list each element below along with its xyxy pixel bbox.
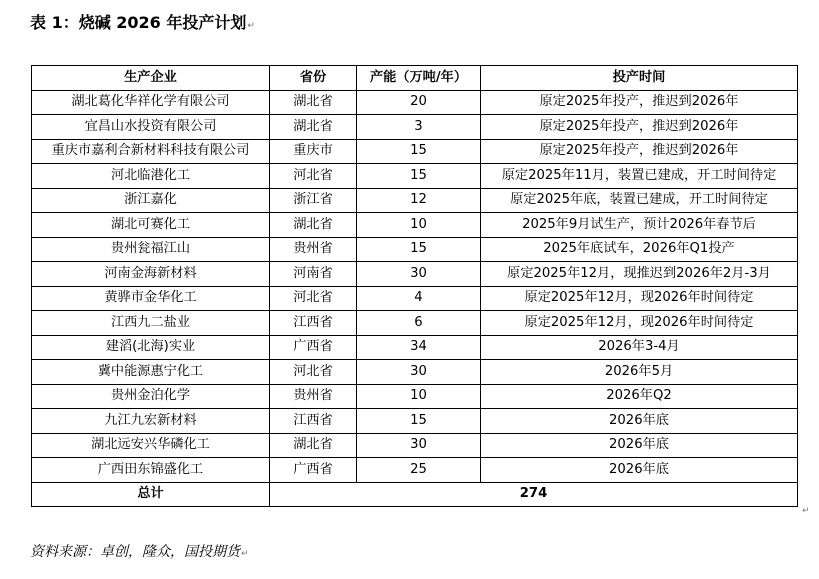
- table-row: [32, 335, 798, 360]
- province-cell: 湖北省: [270, 115, 357, 140]
- table-row: [32, 433, 798, 458]
- province-cell: 江西省: [270, 311, 357, 336]
- start-time-cell: 2026年底: [481, 458, 798, 483]
- province-cell: 湖北省: [270, 90, 357, 115]
- table-row: [32, 409, 798, 434]
- table-body: [32, 90, 798, 482]
- start-time-cell: 2026年5月: [481, 360, 798, 385]
- table-row: [32, 286, 798, 311]
- start-time-cell: 原定2025年12月，现推迟到2026年2月-3月: [481, 262, 798, 287]
- company-cell: 湖北葛化华祥化学有限公司: [32, 90, 270, 115]
- total-value: 274: [270, 482, 798, 507]
- source-text: 资料来源：卓创，隆众，国投期货: [30, 544, 240, 560]
- start-time-cell: 原定2025年投产，推迟到2026年: [481, 90, 798, 115]
- capacity-cell: 10: [357, 384, 481, 409]
- province-cell: 江西省: [270, 409, 357, 434]
- capacity-cell: 30: [357, 433, 481, 458]
- table-end-mark-icon: ↵: [802, 506, 810, 516]
- table-row: [32, 360, 798, 385]
- company-cell: 广西田东锦盛化工: [32, 458, 270, 483]
- company-cell: 湖北远安兴华磷化工: [32, 433, 270, 458]
- start-time-cell: 原定2025年11月，装置已建成，开工时间待定: [481, 164, 798, 189]
- total-row: [32, 482, 798, 507]
- capacity-cell: 15: [357, 237, 481, 262]
- start-time-cell: 2026年底: [481, 409, 798, 434]
- start-time-cell: 原定2025年12月，现2026年时间待定: [481, 286, 798, 311]
- capacity-cell: 12: [357, 188, 481, 213]
- table-row: [32, 311, 798, 336]
- capacity-cell: 4: [357, 286, 481, 311]
- capacity-cell: 10: [357, 213, 481, 238]
- province-cell: 湖北省: [270, 433, 357, 458]
- company-cell: 重庆市嘉利合新材料科技有限公司: [32, 139, 270, 164]
- capacity-cell: 6: [357, 311, 481, 336]
- start-time-cell: 2026年3-4月: [481, 335, 798, 360]
- capacity-cell: 20: [357, 90, 481, 115]
- company-cell: 贵州金泊化学: [32, 384, 270, 409]
- paragraph-mark-icon: ↵: [247, 21, 255, 31]
- province-cell: 重庆市: [270, 139, 357, 164]
- company-cell: 浙江嘉化: [32, 188, 270, 213]
- company-cell: 贵州瓮福江山: [32, 237, 270, 262]
- capacity-cell: 30: [357, 360, 481, 385]
- start-time-cell: 2026年Q2: [481, 384, 798, 409]
- table-row: [32, 164, 798, 189]
- province-cell: 广西省: [270, 335, 357, 360]
- table-caption: [30, 10, 255, 39]
- table-row: [32, 115, 798, 140]
- table-row: [32, 237, 798, 262]
- table-row: [32, 458, 798, 483]
- start-time-cell: 原定2025年投产，推迟到2026年: [481, 115, 798, 140]
- company-cell: 宜昌山水投资有限公司: [32, 115, 270, 140]
- source-note: [30, 540, 249, 566]
- production-plan-table: [31, 65, 798, 507]
- province-cell: 湖北省: [270, 213, 357, 238]
- province-cell: 贵州省: [270, 384, 357, 409]
- capacity-cell: 15: [357, 139, 481, 164]
- capacity-cell: 25: [357, 458, 481, 483]
- company-cell: 九江九宏新材料: [32, 409, 270, 434]
- company-cell: 江西九二盐业: [32, 311, 270, 336]
- company-cell: 冀中能源惠宁化工: [32, 360, 270, 385]
- start-time-cell: 2025年9月试生产，预计2026年春节后: [481, 213, 798, 238]
- capacity-cell: 34: [357, 335, 481, 360]
- caption-text: 表 1：烧碱 2026 年投产计划: [30, 13, 247, 32]
- company-cell: 河北临港化工: [32, 164, 270, 189]
- start-time-cell: 2026年底: [481, 433, 798, 458]
- province-cell: 浙江省: [270, 188, 357, 213]
- start-time-cell: 原定2025年投产，推迟到2026年: [481, 139, 798, 164]
- table-header-row: [32, 66, 798, 91]
- province-cell: 河南省: [270, 262, 357, 287]
- province-cell: 河北省: [270, 164, 357, 189]
- capacity-cell: 15: [357, 409, 481, 434]
- capacity-cell: 3: [357, 115, 481, 140]
- company-cell: 黄骅市金华化工: [32, 286, 270, 311]
- table-row: [32, 90, 798, 115]
- start-time-cell: 2025年底试车，2026年Q1投产: [481, 237, 798, 262]
- start-time-cell: 原定2025年12月，现2026年时间待定: [481, 311, 798, 336]
- province-cell: 广西省: [270, 458, 357, 483]
- capacity-cell: 15: [357, 164, 481, 189]
- table-row: [32, 384, 798, 409]
- table-row: [32, 213, 798, 238]
- header-start-time: 投产时间: [481, 66, 798, 91]
- table-row: [32, 262, 798, 287]
- capacity-cell: 30: [357, 262, 481, 287]
- company-cell: 建滔(北海)实业: [32, 335, 270, 360]
- source-paragraph-mark-icon: ↵: [241, 549, 249, 559]
- table-row: [32, 188, 798, 213]
- header-capacity: 产能（万吨/年）: [357, 66, 481, 91]
- province-cell: 贵州省: [270, 237, 357, 262]
- province-cell: 河北省: [270, 286, 357, 311]
- company-cell: 河南金海新材料: [32, 262, 270, 287]
- province-cell: 河北省: [270, 360, 357, 385]
- table-row: [32, 139, 798, 164]
- start-time-cell: 原定2025年底，装置已建成，开工时间待定: [481, 188, 798, 213]
- total-label: 总计: [32, 482, 270, 507]
- company-cell: 湖北可赛化工: [32, 213, 270, 238]
- header-company: 生产企业: [32, 66, 270, 91]
- header-province: 省份: [270, 66, 357, 91]
